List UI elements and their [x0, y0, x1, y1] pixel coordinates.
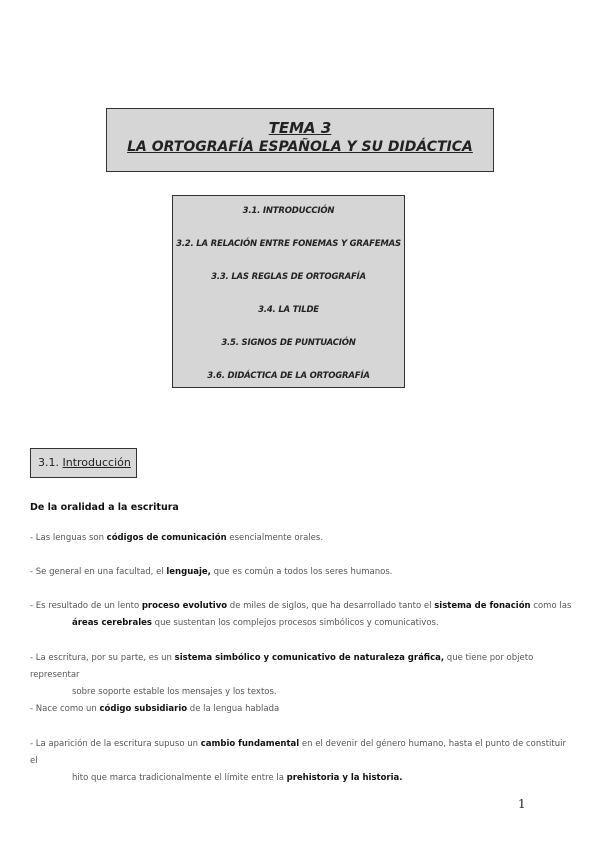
paragraph-3: - Es resultado de un lento proceso evolutivo de miles de siglos, que ha desarrollado tanto el sistema de fonación como las áreas cerebrales que sustentan los complejos procesos simbólicos y comunicativos. [30, 601, 572, 628]
paragraph-6: - La aparición de la escritura supuso un cambio fundamental en el devenir del género humano, hasta el punto de constituir el hito que marca tradicionalmente el límite entre la prehistoria y la historia. [30, 739, 566, 783]
section-heading-box [30, 448, 137, 478]
section-label: Introducción [62, 456, 131, 469]
chapter-title: LA ORTOGRAFÍA ESPAÑOLA Y SU DIDÁCTICA [127, 139, 473, 155]
toc-item: 3.4. LA TILDE [258, 305, 319, 315]
toc-item: 3.6. DIDÁCTICA DE LA ORTOGRAFÍA [207, 371, 370, 381]
toc-item: 3.5. SIGNOS DE PUNTUACIÓN [221, 338, 356, 348]
section-number: 3.1. [38, 456, 59, 469]
title-box [106, 108, 494, 172]
page-number: 1 [518, 797, 526, 811]
toc-item: 3.1. INTRODUCCIÓN [242, 206, 335, 216]
toc-item: 3.2. LA RELACIÓN ENTRE FONEMAS Y GRAFEMAS [176, 239, 401, 249]
paragraph-5: - Nace como un código subsidiario de la lengua hablada [30, 704, 280, 714]
toc-item: 3.3. LAS REGLAS DE ORTOGRAFÍA [211, 272, 366, 282]
paragraph-4: - La escritura, por su parte, es un sistema simbólico y comunicativo de naturaleza gráfica, que tiene por objeto representar sobre soporte estable los mensajes y los textos. [30, 653, 534, 697]
paragraph-2: - Se general en una facultad, el lenguaje, que es común a todos los seres humanos. [30, 567, 393, 577]
subheading: De la oralidad a la escritura [30, 502, 179, 513]
table-of-contents [172, 195, 405, 388]
chapter-number: TEMA 3 [268, 119, 332, 137]
paragraph-1: - Las lenguas son códigos de comunicación esencialmente orales. [30, 533, 324, 543]
